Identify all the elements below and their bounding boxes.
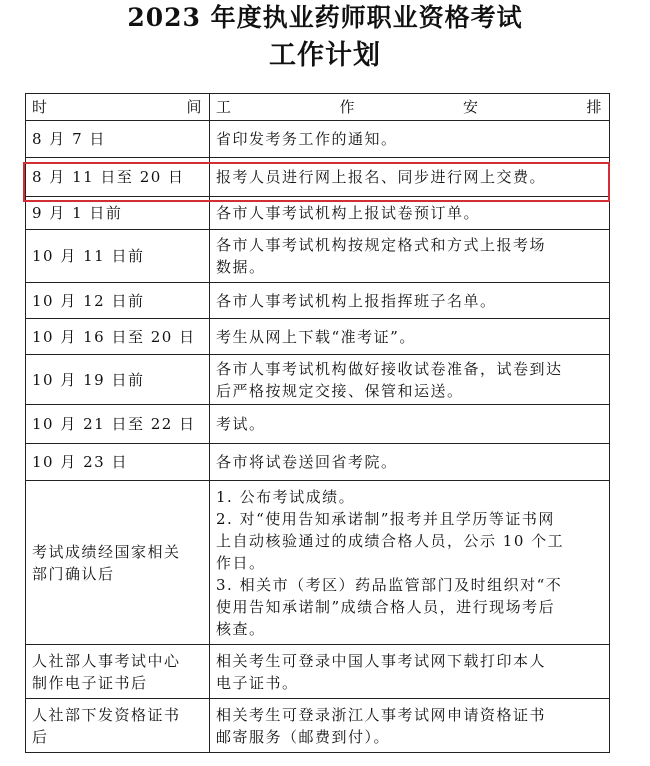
table-row [26,283,610,319]
work-cell [210,197,610,230]
time-line: 制作电子证书后 [32,673,148,692]
work-cell [210,645,610,699]
header-work-char: 排 [586,98,603,116]
work-cell [210,283,610,319]
work-line: 各市人事考试机构做好接收试卷准备，试卷到达 [216,359,563,378]
header-work-char: 作 [339,98,356,116]
work-line: 各市人事考试机构上报指挥班子名单。 [216,291,497,310]
time-line: 人社部人事考试中心 [32,651,181,670]
table-row [26,121,610,158]
work-cell [210,121,610,158]
work-cell [210,319,610,355]
document-title: 2023 年度执业药师职业资格考试 [127,3,523,32]
header-work-char: 工 [216,98,233,116]
table-row [26,699,610,753]
time-line: 考试成绩经国家相关 [32,542,181,561]
work-line: 相关考生可登录中国人事考试网下载打印本人 [216,651,547,670]
table-row [26,230,610,283]
time-cell [26,645,210,699]
header-work [210,94,610,121]
header-time-char: 时 [32,98,49,116]
work-line: 各市将试卷送回省考院。 [216,453,398,471]
work-line: 省印发考务工作的通知。 [216,130,398,148]
time-cell [26,699,210,753]
table-row [26,444,610,481]
work-line: 各市人事考试机构按规定格式和方式上报考场 [216,236,547,254]
time-cell: 8 月 11 日至 20 日 [26,158,210,197]
work-line: 考生从网上下载“准考证”。 [216,327,416,346]
time-cell: 10 月 16 日至 20 日 [26,319,210,355]
work-line: 核查。 [216,619,266,638]
table-row [26,197,610,230]
time-cell: 10 月 12 日前 [26,283,210,319]
table-row [26,645,610,699]
table-row [26,355,610,405]
work-cell [210,355,610,405]
work-cell [210,699,610,753]
header-time [26,94,210,121]
work-line: 数据。 [216,258,266,276]
work-line: 邮寄服务（邮费到付）。 [216,727,391,746]
work-cell [210,158,610,197]
table-row [26,158,610,197]
work-line: 报考人员进行网上报名、同步进行网上交费。 [216,168,547,186]
work-line: 作日。 [216,553,266,572]
work-line: 电子证书。 [216,673,299,692]
work-cell [210,481,610,645]
time-cell: 10 月 19 日前 [26,355,210,405]
work-line: 2. 对“使用告知承诺制”报考并且学历等证书网 [216,509,555,528]
time-cell: 8 月 7 日 [26,121,210,158]
work-line: 1. 公布考试成绩。 [216,487,356,506]
header-work-char: 安 [462,98,480,116]
work-cell [210,230,610,283]
table-row [26,319,610,355]
time-cell: 10 月 23 日 [26,444,210,481]
time-cell: 10 月 21 日至 22 日 [26,405,210,444]
table-row [26,405,610,444]
time-line: 人社部下发资格证书 [32,705,181,724]
time-cell: 9 月 1 日前 [26,197,210,230]
work-line: 相关考生可登录浙江人事考试网申请资格证书 [216,705,547,724]
work-line: 3. 相关市（考区）药品监管部门及时组织对“不 [216,575,563,594]
work-cell [210,444,610,481]
document-subtitle: 工作计划 [269,40,381,71]
work-line: 各市人事考试机构上报试卷预订单。 [216,204,481,222]
work-cell [210,405,610,444]
time-cell [26,481,210,645]
schedule-table [25,93,610,753]
time-cell: 10 月 11 日前 [26,230,210,283]
table-row [26,481,610,645]
time-line: 部门确认后 [32,564,115,583]
table-header-row [26,94,610,121]
work-line: 上自动核验通过的成绩合格人员，公示 10 个工 [216,531,565,550]
work-line: 考试。 [216,415,266,433]
header-time-char: 间 [186,98,203,116]
time-line: 后 [32,727,49,746]
work-line: 使用告知承诺制”成绩合格人员，进行现场考后 [216,597,556,616]
work-line: 后严格按规定交接、保管和运送。 [216,381,464,400]
